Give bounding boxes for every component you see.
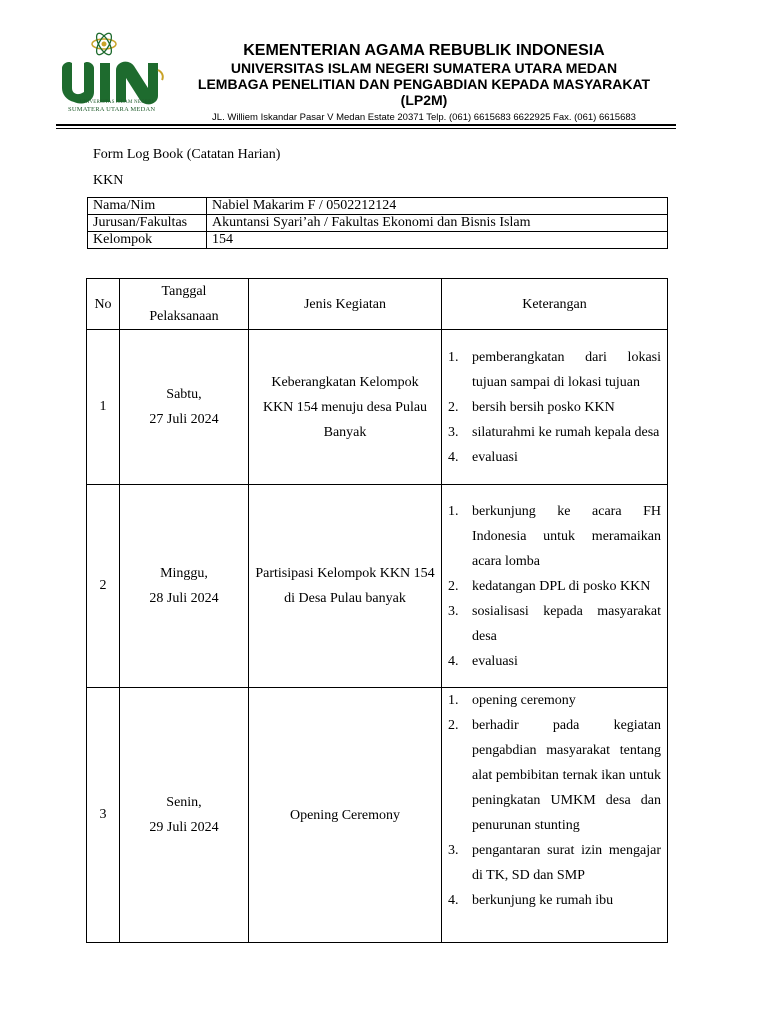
note-item: 4. evaluasi — [448, 653, 518, 669]
row-number: 2 — [87, 485, 120, 688]
log-row — [87, 688, 668, 943]
identity-label: Kelompok — [88, 232, 207, 249]
header-no: No — [87, 279, 120, 330]
note-item: 2. kedatangan DPL di posko KKN — [448, 578, 651, 594]
letterhead-address: JL. Williem Iskandar Pasar V Medan Estate 20371 Telp. (061) 6615683 6622925 Fax. (061) 6615683 — [212, 112, 636, 123]
identity-table — [87, 197, 668, 249]
header-notes: Keterangan — [442, 279, 668, 330]
note-item: 3. pengantaran surat izin mengajar di TK, SD dan SMP — [448, 843, 661, 883]
note-item: 1. opening ceremony — [448, 693, 576, 708]
note-item: 1. berkunjung ke acara FH Indonesia untuk meramaikan acara lomba — [448, 503, 661, 569]
note-item: 2. berhadir pada kegiatan pengabdian masyarakat tentang alat pembibitan ternak ikan untuk peningkatan UMKM desa dan penurunan stunting — [448, 718, 661, 833]
log-table-header — [87, 279, 668, 330]
row-date — [120, 485, 249, 688]
note-item: 3. silaturahmi ke rumah kepala desa — [448, 424, 660, 440]
notes-list — [446, 499, 661, 674]
header-date-line2: Pelaksanaan — [149, 309, 219, 324]
row-number: 1 — [87, 330, 120, 485]
university-name: UNIVERSITAS ISLAM NEGERI SUMATERA UTARA MEDAN — [230, 60, 618, 76]
ministry-name: KEMENTERIAN AGAMA REBUBLIK INDONESIA — [243, 42, 605, 59]
letterhead — [168, 42, 680, 108]
form-title: Form Log Book (Catatan Harian) — [93, 147, 281, 162]
row-date-text: 29 Juli 2024 — [149, 820, 219, 835]
letterhead-divider-thick — [56, 124, 676, 126]
identity-value: 154 — [207, 232, 668, 249]
row-day: Senin, — [166, 795, 202, 810]
row-date — [120, 330, 249, 485]
row-number: 3 — [87, 688, 120, 943]
identity-row-department — [88, 215, 668, 232]
row-notes — [442, 330, 668, 485]
row-activity: Opening Ceremony — [249, 688, 442, 943]
logo-caption-bottom: SUMATERA UTARA MEDAN — [68, 106, 156, 113]
identity-label: Jurusan/Fakultas — [88, 215, 207, 232]
notes-list — [446, 688, 661, 913]
note-item: 3. sosialisasi kepada masyarakat desa — [448, 603, 661, 644]
notes-clip — [446, 688, 661, 940]
notes-list — [446, 345, 661, 470]
identity-value: Akuntansi Syari’ah / Fakultas Ekonomi dan Bisnis Islam — [207, 215, 668, 232]
identity-row-name — [88, 198, 668, 215]
row-date-text: 27 Juli 2024 — [149, 412, 219, 427]
log-book-table — [86, 278, 668, 943]
header-activity: Jenis Kegiatan — [249, 279, 442, 330]
row-activity: Partisipasi Kelompok KKN 154 di Desa Pulau banyak — [249, 485, 442, 688]
atom-emblem-icon — [92, 31, 116, 57]
note-item: 1. pemberangkatan dari lokasi tujuan sampai di lokasi tujuan — [448, 349, 661, 390]
program-label: KKN — [93, 173, 124, 188]
row-day: Sabtu, — [166, 387, 202, 402]
institute-acronym: (LP2M) — [400, 92, 448, 108]
note-item: 4. evaluasi — [448, 449, 518, 465]
row-date — [120, 688, 249, 943]
identity-row-group — [88, 232, 668, 249]
note-item: 2. bersih bersih posko KKN — [448, 399, 615, 415]
identity-label: Nama/Nim — [88, 198, 207, 215]
letterhead-divider-thin — [56, 128, 676, 129]
row-activity: Keberangkatan Kelompok KKN 154 menuju desa Pulau Banyak — [249, 330, 442, 485]
row-notes — [442, 688, 668, 943]
header-date-line1: Tanggal — [161, 284, 207, 299]
row-date-text: 28 Juli 2024 — [149, 591, 219, 606]
note-item: 4. berkunjung ke rumah ibu — [448, 893, 614, 908]
log-row — [87, 485, 668, 688]
log-row — [87, 330, 668, 485]
header-date — [120, 279, 249, 330]
logo-caption-top: UNIVERSITAS ISLAM NEGERI — [80, 100, 154, 105]
institute-name: LEMBAGA PENELITIAN DAN PENGABDIAN KEPADA MASYARAKAT — [197, 76, 651, 92]
row-day: Minggu, — [160, 566, 208, 581]
identity-value: Nabiel Makarim F / 0502212124 — [207, 198, 668, 215]
row-notes — [442, 485, 668, 688]
